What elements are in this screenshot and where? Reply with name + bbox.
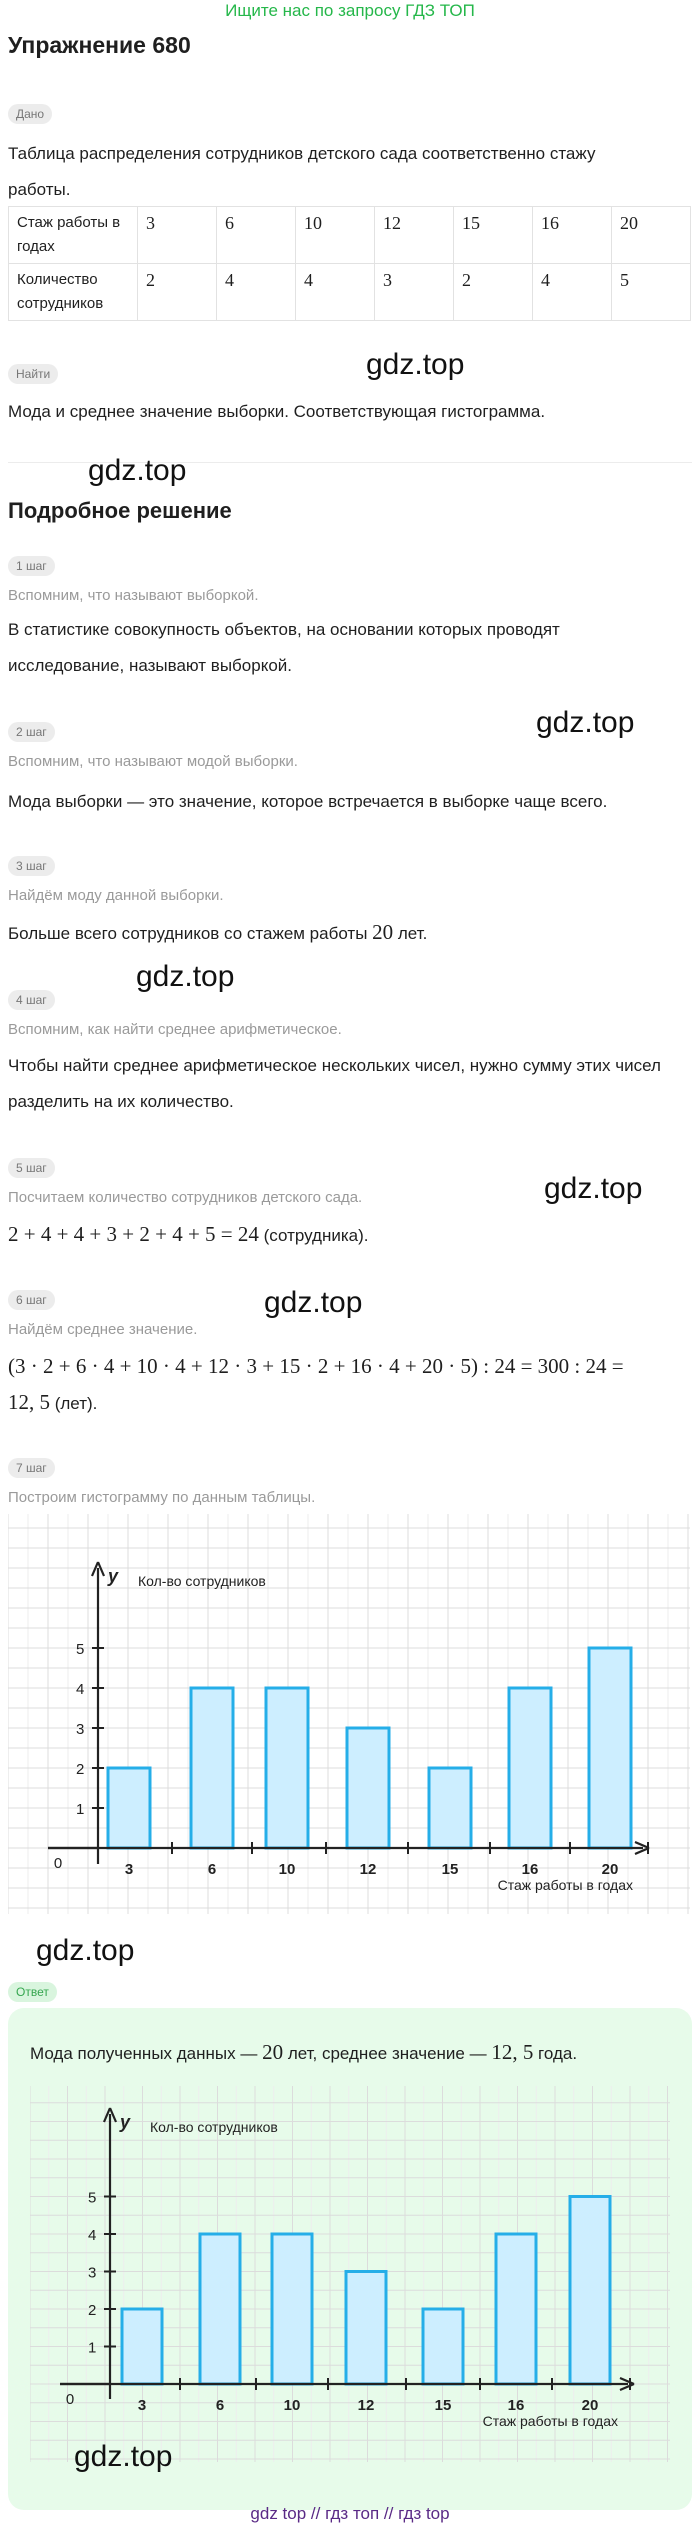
histogram-bar [200,2234,240,2384]
x-axis-label: Стаж работы в годах [482,2413,618,2429]
watermark: gdz.top [74,2440,173,2473]
y-tick-label: 1 [76,1801,85,1818]
table-row-label: Количество сотрудников [9,264,138,321]
table-cell: 3 [138,207,217,264]
x-tick-label: 20 [581,2397,599,2414]
table-cell: 2 [138,264,217,321]
y-axis-label: Кол-во сотрудников [138,1573,266,1589]
step-chip: 3 шаг [8,856,55,876]
histogram-bar [423,2309,463,2384]
x-tick-label: 3 [137,2397,147,2414]
y-tick-label: 3 [76,1721,85,1738]
step-hint: Построим гистограмму по данным таблицы. [8,1489,316,1506]
y-axis-name: y [120,2112,131,2132]
y-tick-label: 3 [88,2264,97,2282]
step-chip: 4 шаг [8,990,55,1010]
table-cell: 2 [454,264,533,321]
step-hint: Вспомним, что называют выборкой. [8,587,259,604]
x-tick-label: 12 [359,1861,377,1878]
watermark: gdz.top [366,348,465,381]
watermark: gdz.top [36,1934,135,1967]
step-text: 2 + 4 + 4 + 3 + 2 + 4 + 5 = 24 (сотрудника). [8,1222,369,1246]
x-tick-label: 15 [441,1861,459,1878]
watermark: gdz.top [536,706,635,739]
x-tick-label: 16 [521,1861,539,1878]
x-axis-label: Стаж работы в годах [497,1877,633,1893]
histogram-bar [266,1688,308,1848]
y-tick-label: 4 [88,2227,97,2244]
watermark: gdz.top [136,960,235,993]
origin-label: 0 [65,2391,75,2408]
step-chip: 5 шаг [8,1158,55,1178]
x-tick-label: 12 [357,2397,375,2414]
data-table [8,206,691,321]
table-cell: 3 [375,264,454,321]
step-text: Больше всего сотрудников со стажем работы 20 лет. [8,920,428,944]
table-cell: 16 [533,207,612,264]
y-tick-label: 2 [88,2302,97,2319]
top-banner[interactable]: Ищите нас по запросу ГДЗ ТОП [225,1,475,20]
solution-title: Подробное решение [8,498,232,523]
given-chip: Дано [8,104,52,124]
step-hint: Найдём среднее значение. [8,1321,198,1338]
histogram-bar [570,2197,610,2385]
footer-links[interactable]: gdz top // гдз топ // гдз top [250,2504,450,2523]
histogram-bar [496,2234,536,2384]
watermark: gdz.top [264,1286,363,1319]
histogram-bar [429,1768,471,1848]
table-cell: 4 [296,264,375,321]
page-title: Упражнение 680 [8,32,191,58]
y-tick-label: 4 [76,1681,85,1698]
answer-histogram-chart [30,2086,670,2462]
step-chip: 2 шаг [8,722,55,742]
table-cell: 6 [217,207,296,264]
histogram-bar [509,1688,551,1848]
data-table-wrap [8,206,691,321]
x-tick-label: 10 [278,1861,296,1878]
step-hint: Вспомним, как найти среднее арифметическое. [8,1021,342,1038]
histogram-bar [191,1688,233,1848]
histogram-bar [272,2234,312,2384]
table-cell: 5 [612,264,691,321]
table-row-label: Стаж работы в годах [9,207,138,264]
histogram-bar [346,2272,386,2385]
watermark: gdz.top [544,1172,643,1205]
y-tick-label: 5 [76,1641,85,1658]
table-row [9,264,691,321]
table-cell: 15 [454,207,533,264]
y-axis-label: Кол-во сотрудников [150,2119,278,2135]
histogram-bar [122,2309,162,2384]
table-cell: 4 [533,264,612,321]
step-text: Чтобы найти среднее арифметическое нескольких чисел, нужно сумму этих чисел разделить на их количество. [8,1056,661,1111]
step-text: В статистике совокупность объектов, на основании которых проводят исследование, называют выборкой. [8,620,560,675]
y-tick-label: 5 [88,2189,97,2207]
step-text: Мода выборки — это значение, которое встречается в выборке чаще всего. [8,792,608,811]
y-axis-name: y [108,1566,119,1586]
histogram-bar [347,1728,389,1848]
x-tick-label: 6 [215,2397,225,2414]
find-chip: Найти [8,364,58,384]
step-hint: Посчитаем количество сотрудников детского сада. [8,1189,363,1206]
step-chip: 6 шаг [8,1290,55,1310]
histogram-bar [589,1648,631,1848]
table-cell: 10 [296,207,375,264]
find-text: Мода и среднее значение выборки. Соответствующая гистограмма. [8,402,546,421]
table-row [9,207,691,264]
origin-label: 0 [53,1855,63,1872]
step-hint: Вспомним, что называют модой выборки. [8,753,298,770]
answer-chip: Ответ [8,1982,57,2002]
table-cell: 12 [375,207,454,264]
given-text: Таблица распределения сотрудников детского сада соответственно стажу работы. [8,144,596,199]
x-tick-label: 10 [283,2397,301,2414]
x-tick-label: 6 [207,1861,217,1878]
x-tick-label: 16 [507,2397,525,2414]
step-hint: Найдём моду данной выборки. [8,887,224,904]
histogram-bar [108,1768,150,1848]
x-tick-label: 3 [124,1861,134,1878]
histogram-chart [8,1514,690,1914]
step-chip: 1 шаг [8,556,55,576]
x-tick-label: 15 [434,2397,452,2414]
step-text: 12, 5 (лет). [8,1390,98,1414]
watermark: gdz.top [88,454,187,487]
table-cell: 4 [217,264,296,321]
step-chip: 7 шаг [8,1458,55,1478]
y-tick-label: 1 [88,2339,97,2357]
table-cell: 20 [612,207,691,264]
step-text: (3 · 2 + 6 · 4 + 10 · 4 + 12 · 3 + 15 · 2 + 16 · 4 + 20 · 5) : 24 = 300 : 24 = [8,1354,624,1378]
y-tick-label: 2 [76,1761,85,1778]
x-tick-label: 20 [601,1861,619,1878]
answer-text: Мода полученных данных — 20 лет, среднее значение — 12, 5 года. [30,2040,578,2064]
